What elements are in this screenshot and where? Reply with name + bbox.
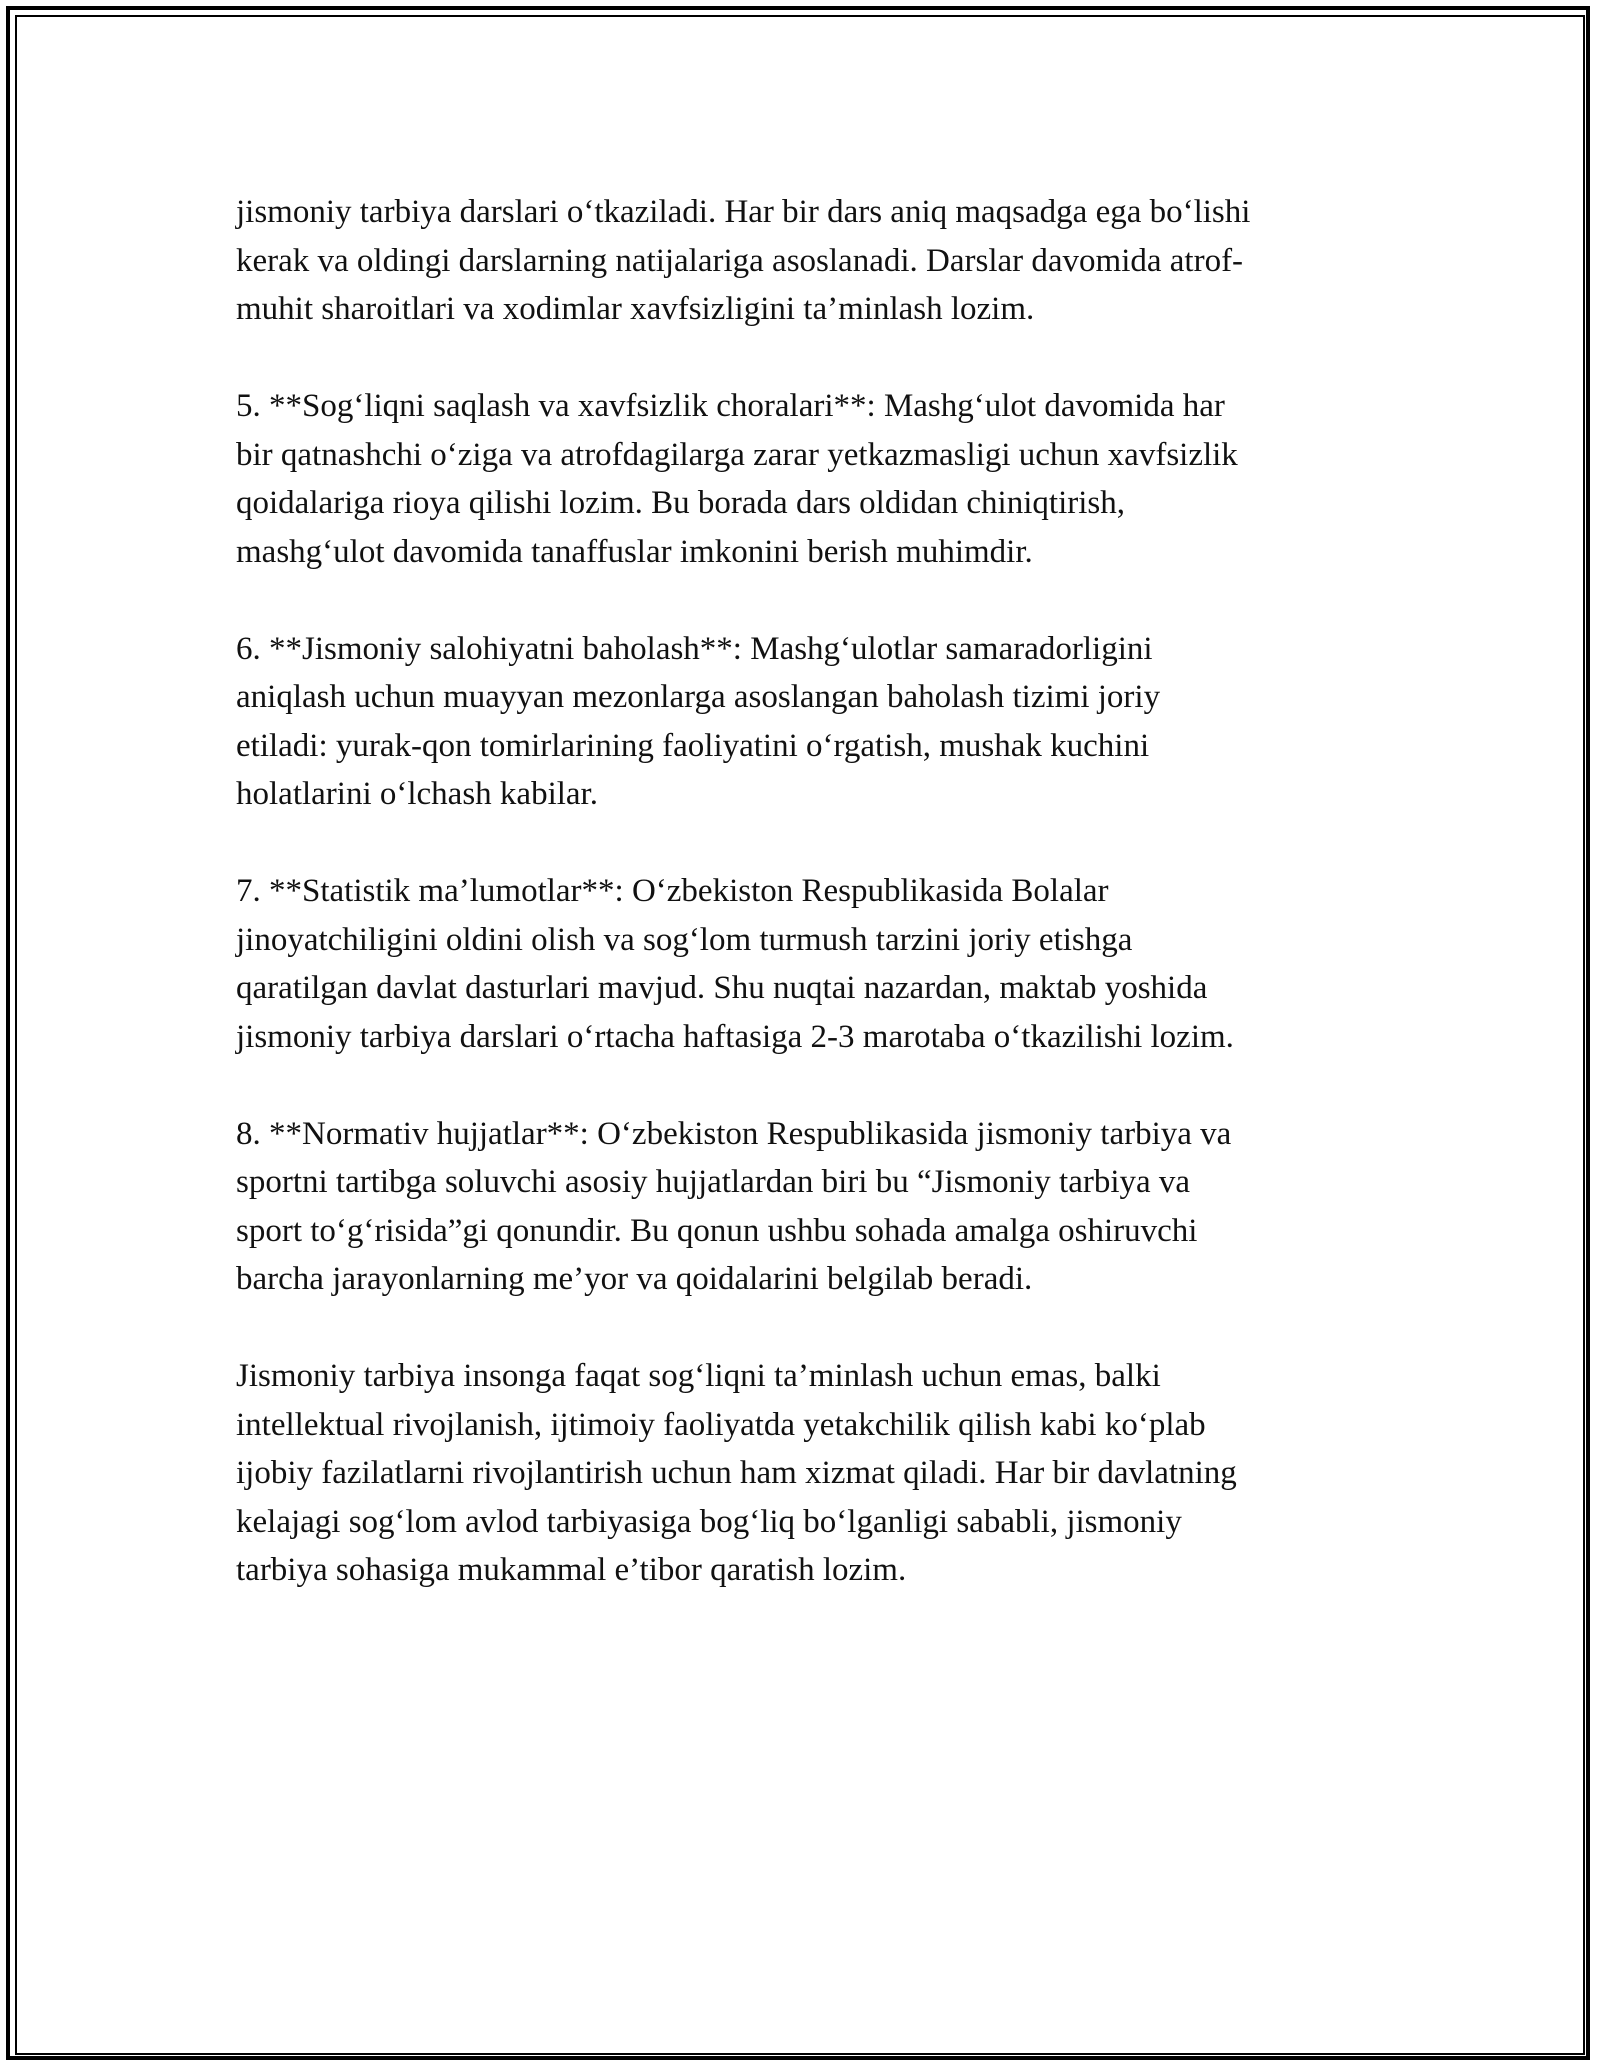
text-line: kelajagi sog‘lom avlod tarbiyasiga bog‘liq bo‘lganligi sababli, jismoniy [236, 1503, 1182, 1540]
text-line: bir qatnashchi o‘ziga va atrofdagilarga zarar yetkazmasligi uchun xavfsizlik [236, 436, 1238, 473]
text-line: etiladi: yurak-qon tomirlarining faoliyatini o‘rgatish, mushak kuchini [236, 727, 1150, 764]
text-line: barcha jarayonlarning me’yor va qoidalarini belgilab beradi. [236, 1261, 1033, 1297]
paragraph-continuation [236, 188, 1366, 334]
text-line: qaratilgan davlat dasturlari mavjud. Shu nuqtai nazardan, maktab yoshida [236, 970, 1208, 1006]
text-line: 7. **Statistik ma’lumotlar**: O‘zbekiston Respublikasida Bolalar [236, 873, 1109, 909]
text-line: Jismoniy tarbiya insonga faqat sog‘liqni ta’minlash uchun emas, balki [236, 1358, 1161, 1394]
paragraph-item-6 [236, 625, 1366, 819]
text-line: sportni tartibga soluvchi asosiy hujjatlardan biri bu “Jismoniy tarbiya va [236, 1164, 1191, 1200]
text-line: sport to‘g‘risida”gi qonundir. Bu qonun ushbu sohada amalga oshiruvchi [236, 1212, 1198, 1249]
text-line: qoidalariga rioya qilishi lozim. Bu borada dars oldidan chiniqtirish, [236, 485, 1125, 521]
text-line: tarbiya sohasiga mukammal e’tibor qaratish lozim. [236, 1552, 907, 1588]
text-line: muhit sharoitlari va xodimlar xavfsizligini ta’minlash lozim. [236, 291, 1035, 327]
paragraph-item-5 [236, 382, 1366, 576]
text-line: kerak va oldingi darslarning natijalariga asoslanadi. Darslar davomida atrof- [236, 242, 1244, 279]
text-line: jismoniy tarbiya darslari o‘tkaziladi. Har bir dars aniq maqsadga ega bo‘lishi [236, 194, 1251, 230]
text-line: jismoniy tarbiya darslari o‘rtacha haftasiga 2-3 marotaba o‘tkazilishi lozim. [236, 1018, 1234, 1055]
text-line: 8. **Normativ hujjatlar**: O‘zbekiston Respublikasida jismoniy tarbiya va [236, 1115, 1232, 1152]
text-line: 5. **Sog‘liqni saqlash va xavfsizlik choralari**: Mashg‘ulot davomida har [236, 388, 1225, 424]
paragraph-item-7 [236, 867, 1366, 1061]
text-line: aniqlash uchun muayyan mezonlarga asoslangan baholash tizimi joriy [236, 679, 1161, 715]
document-body [236, 188, 1366, 1643]
text-line: ijobiy fazilatlarni rivojlantirish uchun ham xizmat qiladi. Har bir davlatning [236, 1455, 1237, 1491]
paragraph-conclusion [236, 1352, 1366, 1595]
text-line: 6. **Jismoniy salohiyatni baholash**: Mashg‘ulotlar samaradorligini [236, 630, 1153, 667]
text-line: intellektual rivojlanish, ijtimoiy faoliyatda yetakchilik qilish kabi ko‘plab [236, 1406, 1206, 1443]
text-line: mashg‘ulot davomida tanaffuslar imkonini berish muhimdir. [236, 533, 1033, 570]
text-line: holatlarini o‘lchash kabilar. [236, 776, 598, 812]
paragraph-item-8 [236, 1110, 1366, 1304]
text-line: jinoyatchiligini oldini olish va sog‘lom turmush tarzini joriy etishga [236, 921, 1133, 958]
